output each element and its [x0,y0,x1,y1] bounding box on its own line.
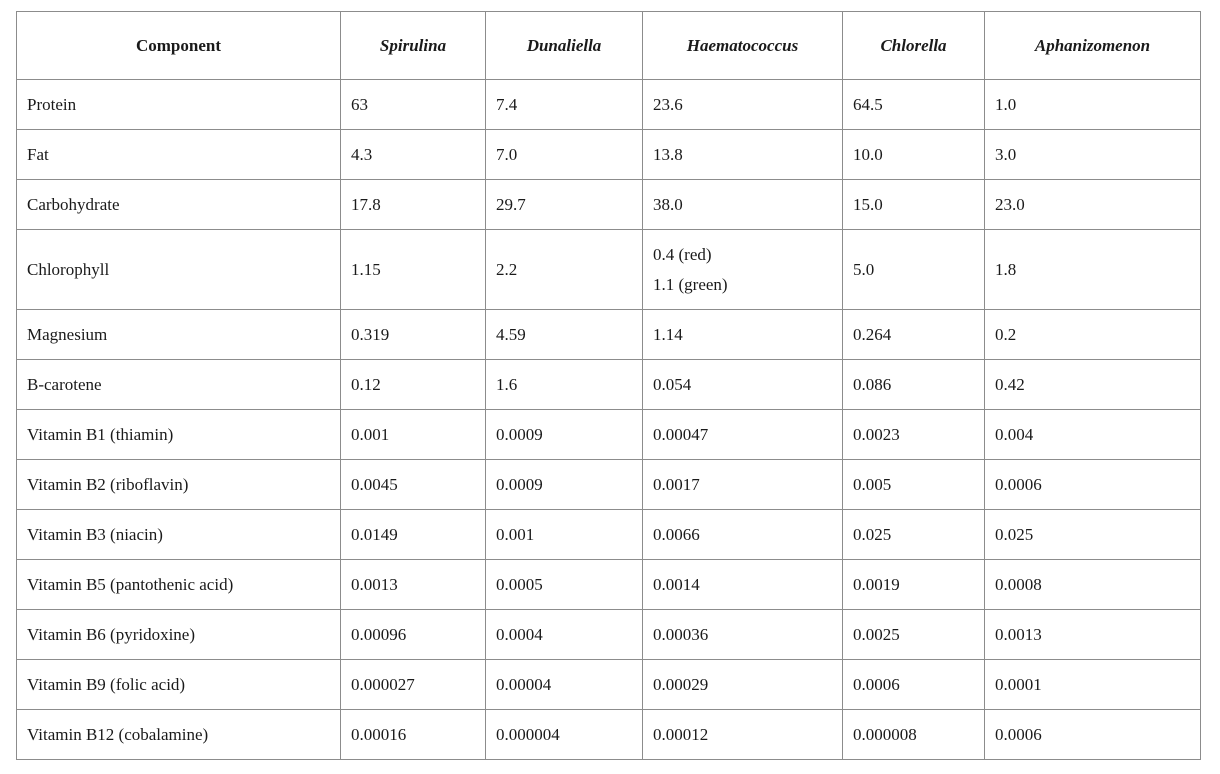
table-cell: 0.2 [985,310,1201,360]
table-cell: 0.0019 [843,560,985,610]
table-cell: 0.0004 [486,610,643,660]
table-cell: 15.0 [843,180,985,230]
row-label: Vitamin B9 (folic acid) [17,660,341,710]
nutrient-table-container [16,11,1201,760]
nutrient-composition-table [16,11,1201,760]
table-cell: 0.054 [643,360,843,410]
table-cell: 0.0008 [985,560,1201,610]
table-row [17,230,1201,310]
table-cell-line: 1.1 (green) [653,274,728,294]
table-row [17,180,1201,230]
table-cell: 0.00029 [643,660,843,710]
table-cell: 0.00012 [643,710,843,760]
table-cell: 0.0017 [643,460,843,510]
row-label: Vitamin B2 (riboflavin) [17,460,341,510]
table-cell: 17.8 [341,180,486,230]
table-cell: 4.59 [486,310,643,360]
row-label: Magnesium [17,310,341,360]
table-cell: 0.0006 [985,460,1201,510]
table-row [17,360,1201,410]
table-cell: 0.00036 [643,610,843,660]
table-cell: 13.8 [643,130,843,180]
table-cell: 0.42 [985,360,1201,410]
table-row [17,410,1201,460]
table-cell: 0.00004 [486,660,643,710]
table-cell: 0.0149 [341,510,486,560]
table-cell: 29.7 [486,180,643,230]
table-cell: 0.086 [843,360,985,410]
table-cell: 3.0 [985,130,1201,180]
table-row [17,80,1201,130]
table-cell: 7.0 [486,130,643,180]
column-header-component: Component [17,12,341,80]
table-row [17,610,1201,660]
table-row [17,660,1201,710]
row-label: Vitamin B3 (niacin) [17,510,341,560]
table-cell: 1.14 [643,310,843,360]
row-label: Protein [17,80,341,130]
table-cell: 0.0045 [341,460,486,510]
table-row [17,710,1201,760]
table-cell: 0.0013 [341,560,486,610]
table-cell: 1.0 [985,80,1201,130]
table-cell: 1.8 [985,230,1201,310]
row-label: Vitamin B5 (pantothenic acid) [17,560,341,610]
table-header [17,12,1201,80]
header-row [17,12,1201,80]
table-cell: 0.264 [843,310,985,360]
table-cell: 0.0006 [985,710,1201,760]
table-cell: 0.0013 [985,610,1201,660]
table-cell: 0.0009 [486,460,643,510]
table-cell: 23.6 [643,80,843,130]
column-header-dunaliella: Dunaliella [486,12,643,80]
table-cell: 0.000027 [341,660,486,710]
table-cell: 0.0009 [486,410,643,460]
column-header-spirulina: Spirulina [341,12,486,80]
table-cell: 0.00047 [643,410,843,460]
table-cell: 64.5 [843,80,985,130]
table-cell: 0.0023 [843,410,985,460]
table-cell: 0.001 [486,510,643,560]
table-cell: 23.0 [985,180,1201,230]
row-label: Chlorophyll [17,230,341,310]
table-cell: 2.2 [486,230,643,310]
table-row [17,460,1201,510]
table-cell: 5.0 [843,230,985,310]
table-cell: 0.0001 [985,660,1201,710]
row-label: Vitamin B1 (thiamin) [17,410,341,460]
table-cell: 10.0 [843,130,985,180]
table-cell: 1.15 [341,230,486,310]
table-cell: 0.000004 [486,710,643,760]
table-cell: 38.0 [643,180,843,230]
column-header-aphanizomenon: Aphanizomenon [985,12,1201,80]
table-cell: 0.005 [843,460,985,510]
table-cell: 0.0005 [486,560,643,610]
table-cell: 0.000008 [843,710,985,760]
row-label: Fat [17,130,341,180]
table-cell: 0.0014 [643,560,843,610]
table-cell: 0.001 [341,410,486,460]
table-cell: 0.00016 [341,710,486,760]
table-cell: 0.025 [843,510,985,560]
table-row [17,560,1201,610]
table-cell: 1.6 [486,360,643,410]
table-cell: 0.004 [985,410,1201,460]
row-label: Vitamin B6 (pyridoxine) [17,610,341,660]
table-row [17,310,1201,360]
table-cell: 0.319 [341,310,486,360]
table-cell: 0.0025 [843,610,985,660]
table-cell: 4.3 [341,130,486,180]
table-cell: 63 [341,80,486,130]
row-label: B-carotene [17,360,341,410]
row-label: Carbohydrate [17,180,341,230]
table-cell-line: 0.4 (red) [653,244,712,264]
table-row [17,130,1201,180]
table-cell: 0.025 [985,510,1201,560]
table-cell: 0.0066 [643,510,843,560]
table-cell: 0.00096 [341,610,486,660]
table-cell: 0.0006 [843,660,985,710]
column-header-haematococcus: Haematococcus [643,12,843,80]
column-header-chlorella: Chlorella [843,12,985,80]
table-row [17,510,1201,560]
table-body [17,80,1201,760]
table-cell [643,230,843,310]
row-label: Vitamin B12 (cobalamine) [17,710,341,760]
table-cell: 7.4 [486,80,643,130]
table-cell: 0.12 [341,360,486,410]
